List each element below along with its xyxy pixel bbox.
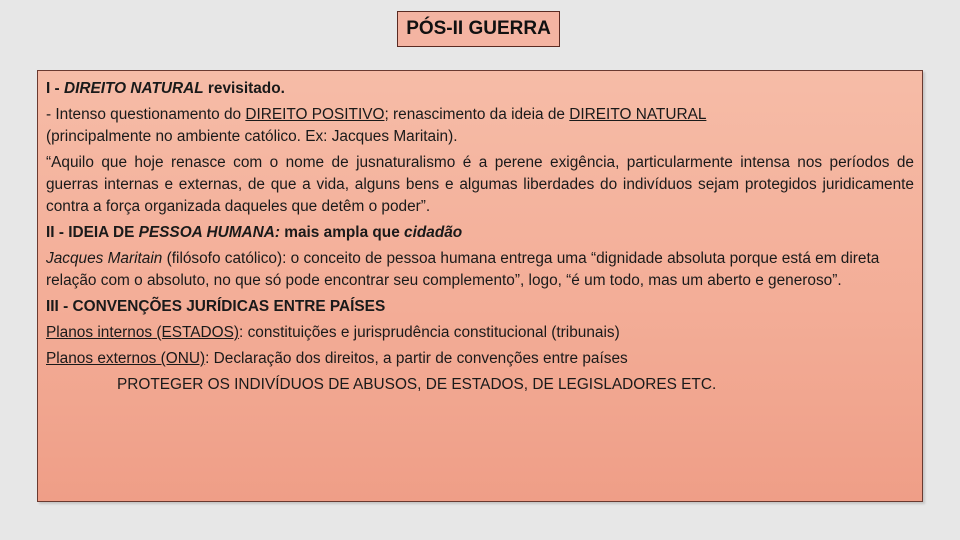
heading-prefix: I -: [46, 80, 64, 97]
external-plans-line: [46, 348, 914, 370]
heading-italic: PESSOA HUMANA:: [138, 224, 281, 241]
conclusion-line: PROTEGER OS INDIVÍDUOS DE ABUSOS, DE ESTADOS, DE LEGISLADORES ETC.: [117, 376, 717, 393]
text: - Intenso questionamento do: [46, 106, 246, 123]
quote-paragraph: “Aquilo que hoje renasce com o nome de jusnaturalismo é a perene exigência, particularmente intensa nos períodos de guerras internas e externas, de que a vida, alguns bens e algumas liberdades do indivíduos sejam protegidos juridicamente contra a força organizada daqueles que detêm o poder”.: [46, 154, 914, 215]
text: : Declaração dos direitos, a partir de convenções entre países: [205, 350, 628, 367]
heading-italic: cidadão: [404, 224, 463, 241]
content-box: [37, 70, 923, 502]
internal-plans-line: [46, 322, 914, 344]
heading-prefix: II - IDEIA DE: [46, 224, 139, 241]
section-2-heading: [46, 222, 914, 244]
text: ; renascimento da ideia de: [384, 106, 570, 123]
slide-title: PÓS-II GUERRA: [397, 11, 560, 47]
text: (filósofo católico): o conceito de pessoa humana entrega uma “dignidade absoluta porque está em direta relação com o absoluto, no que só pode encontrar seu complemento”, logo, “é um todo, mas um aberto e generoso”.: [46, 250, 880, 289]
author-name: Jacques Maritain: [46, 250, 163, 267]
section-3-heading: III - CONVENÇÕES JURÍDICAS ENTRE PAÍSES: [46, 298, 386, 315]
underlined-term: Planos externos (ONU): [46, 350, 206, 367]
heading-suffix: revisitado.: [203, 80, 285, 97]
heading-italic: DIREITO NATURAL: [63, 80, 204, 97]
section-1-heading: [46, 78, 914, 100]
section-2-paragraph: [46, 248, 914, 292]
text: (principalmente no ambiente católico. Ex: Jacques Maritain).: [46, 128, 458, 145]
underlined-term: Planos internos (ESTADOS): [46, 324, 240, 341]
underlined-term: DIREITO POSITIVO: [245, 106, 385, 123]
underlined-term: DIREITO NATURAL: [569, 106, 707, 123]
section-1-paragraph: [46, 104, 914, 148]
heading-mid: mais ampla que: [280, 224, 405, 241]
text: : constituições e jurisprudência constitucional (tribunais): [239, 324, 620, 341]
